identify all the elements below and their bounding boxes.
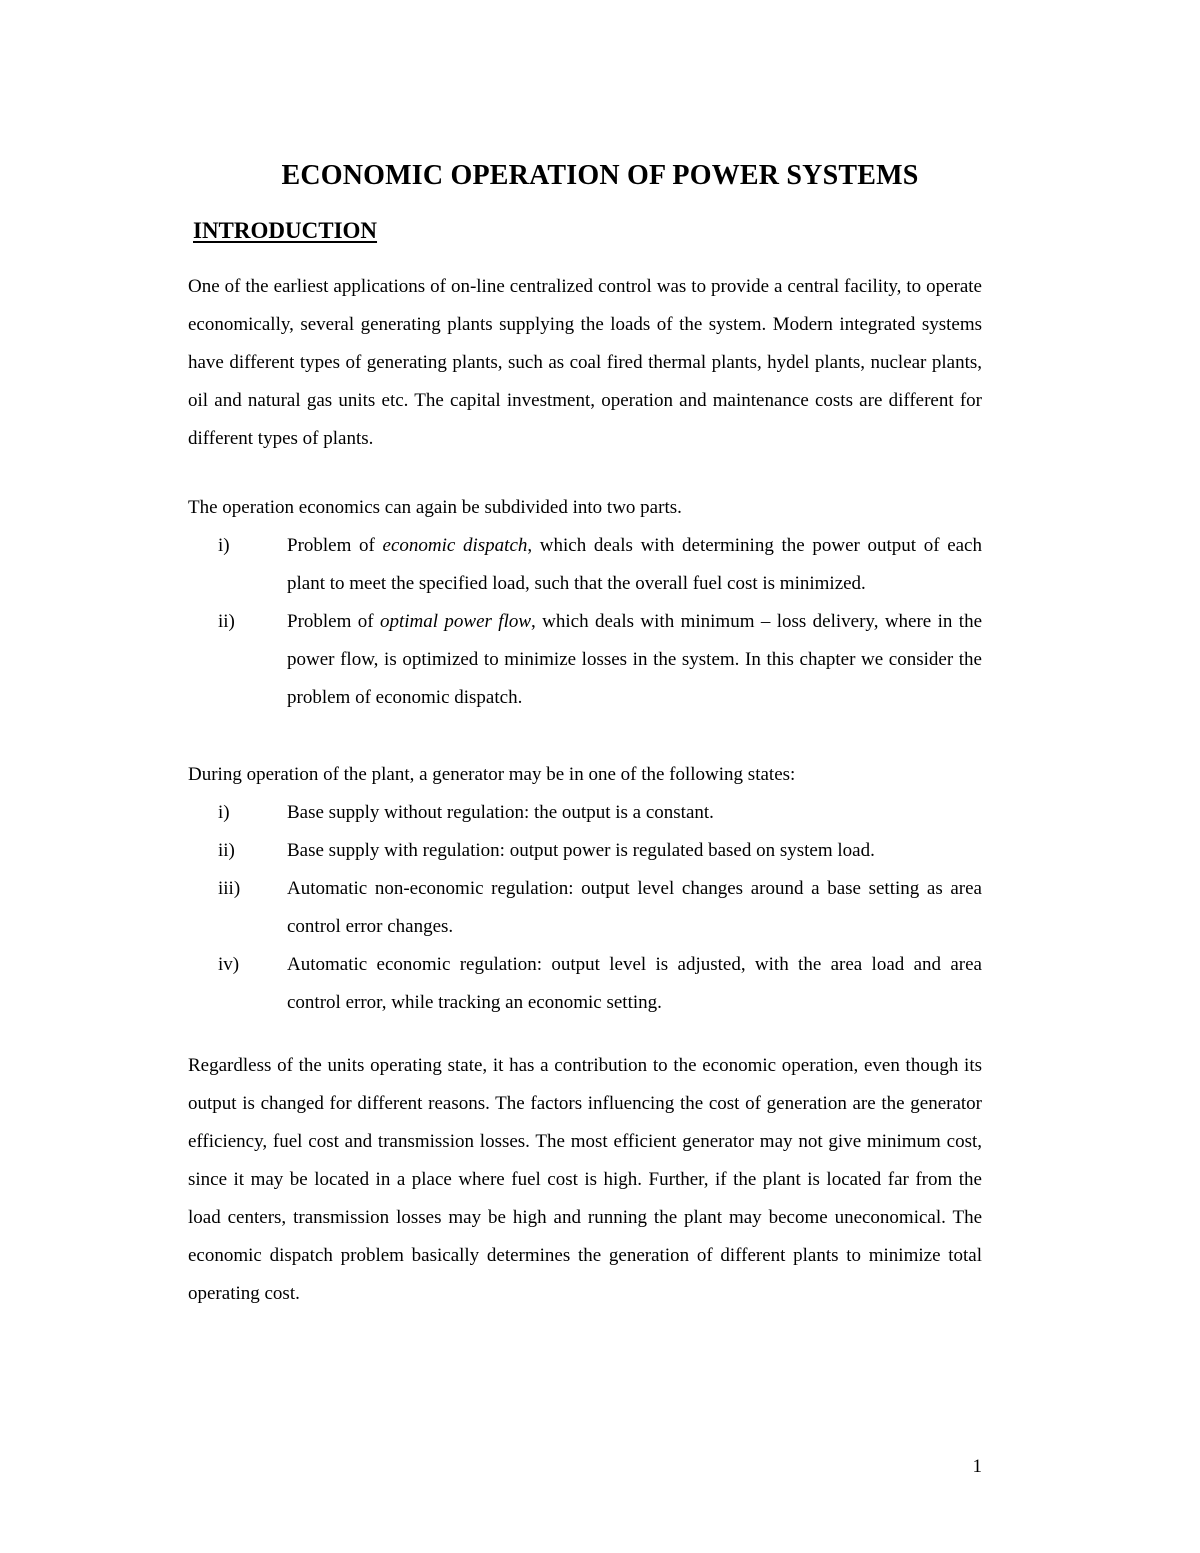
list-marker: iv) bbox=[218, 954, 240, 975]
list-marker: iii) bbox=[218, 878, 241, 899]
list-item-text: Base supply with regulation: output power is regulated based on system load. bbox=[287, 840, 875, 861]
list-marker: i) bbox=[218, 535, 230, 556]
emphasis-term: economic dispatch bbox=[382, 535, 528, 556]
list-item bbox=[188, 946, 982, 1022]
parts-paragraph: The operation economics can again be subdivided into two parts. bbox=[188, 497, 682, 518]
cost-factors-paragraph: Regardless of the units operating state, it has a contribution to the economic operation, even though its output is changed for different reasons. The factors influencing the cost of generation are the generator efficiency, fuel cost and transmission losses. The most efficient generator may not give minimum cost, since it may be located in a place where fuel cost is high. Further, if the plant is located far from the load centers, transmission losses may be high and running the plant may become uneconomical. The economic dispatch problem basically determines the generation of different plants to minimize total operating cost. bbox=[188, 1055, 982, 1304]
list-marker: ii) bbox=[218, 840, 235, 861]
intro-paragraph: One of the earliest applications of on-line centralized control was to provide a central facility, to operate economically, several generating plants supplying the loads of the system. Modern integrated systems have different types of generating plants, such as coal fired thermal plants, hydel plants, nuclear plants, oil and natural gas units etc. The capital investment, operation and maintenance costs are different for different types of plants. bbox=[188, 276, 982, 449]
list-text-after: , which deals with determining the power output of each plant to meet the specified load, such that the overall fuel cost is minimized. bbox=[287, 535, 982, 594]
emphasis-term: optimal power flow bbox=[379, 611, 532, 632]
dispatch-problems-list bbox=[188, 527, 982, 717]
list-item bbox=[188, 870, 982, 946]
list-text-after: , which deals with minimum – loss delivery, where in the power flow, is optimized to minimize losses in the system. In this chapter we consider the problem of economic dispatch. bbox=[287, 611, 982, 708]
list-item-text: Automatic economic regulation: output level is adjusted, with the area load and area control error, while tracking an economic setting. bbox=[287, 954, 982, 1013]
list-item bbox=[188, 794, 982, 832]
section-heading-introduction: INTRODUCTION bbox=[193, 218, 378, 243]
states-intro-paragraph: During operation of the plant, a generator may be in one of the following states: bbox=[188, 764, 796, 785]
list-item bbox=[188, 603, 982, 717]
list-item-text: Automatic non-economic regulation: output level changes around a base setting as area control error changes. bbox=[287, 878, 982, 937]
list-text-before: Problem of bbox=[287, 535, 383, 556]
list-item bbox=[188, 527, 982, 603]
list-item bbox=[188, 832, 982, 870]
list-item-text bbox=[287, 603, 982, 717]
list-marker: ii) bbox=[218, 611, 235, 632]
generator-states-list bbox=[188, 794, 982, 1022]
list-item-text: Base supply without regulation: the output is a constant. bbox=[287, 802, 714, 823]
page-title: ECONOMIC OPERATION OF POWER SYSTEMS bbox=[281, 160, 919, 191]
list-text-before: Problem of bbox=[287, 611, 380, 632]
list-item-text bbox=[287, 527, 982, 603]
page-number: 1 bbox=[972, 1456, 982, 1477]
list-marker: i) bbox=[218, 802, 230, 823]
